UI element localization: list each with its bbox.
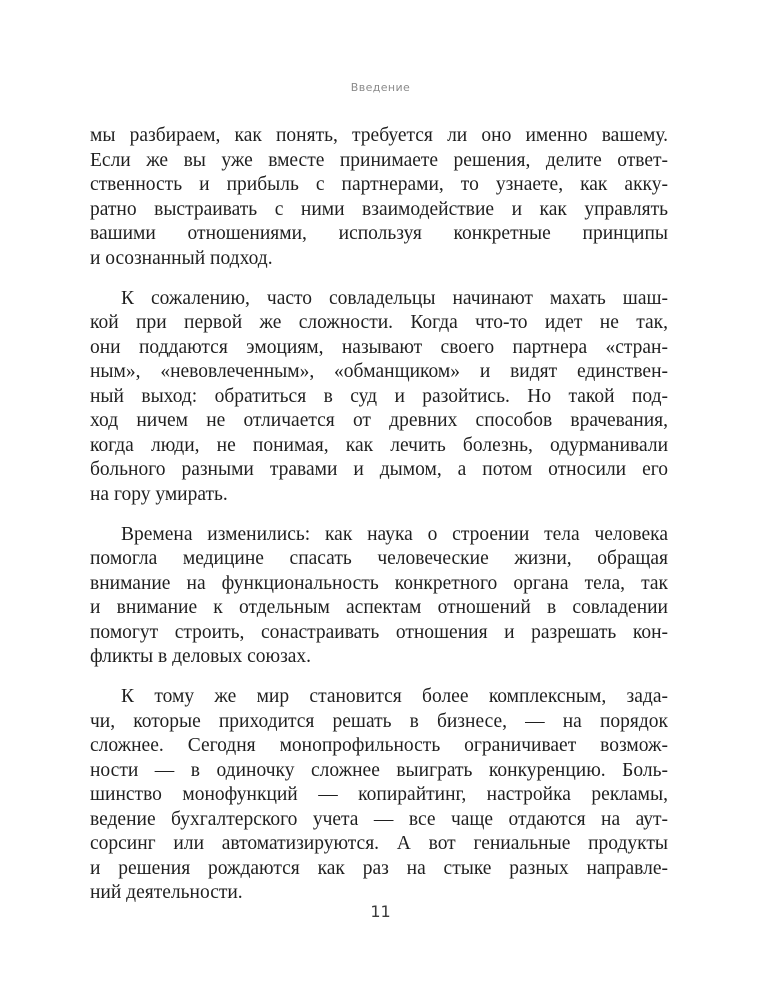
- text-line: шинство монофункций — копирайтинг, настройка рекламы,: [90, 784, 668, 805]
- text-line: больного разными травами и дымом, а потом относили его: [90, 459, 668, 480]
- text-line: фликты в деловых союзах.: [90, 646, 312, 667]
- text-line: сорсинг или автоматизируются. А вот гениальные продукты: [90, 833, 668, 854]
- body-text: [90, 124, 668, 921]
- text-line: ход ничем не отличается от древних способов врачевания,: [90, 410, 668, 431]
- text-line: и решения рождаются как раз на стыке разных направле-: [90, 857, 668, 879]
- paragraph-1: [90, 124, 668, 271]
- text-line: ний деятельности.: [90, 882, 243, 903]
- text-line: ственность и прибыль с партнерами, то узнаете, как акку-: [90, 174, 668, 195]
- text-line: ратно выстраивать с ними взаимодействие и как управлять: [90, 198, 668, 220]
- text-line: на гору умирать.: [90, 483, 228, 505]
- text-line: ным», «невовлеченным», «обманщиком» и видят единствен-: [90, 361, 668, 382]
- text-line: вашими отношениями, используя конкретные принципы: [90, 223, 668, 244]
- text-line: кой при первой же сложности. Когда что-то идет не так,: [90, 312, 668, 333]
- page-number: 11: [370, 902, 391, 921]
- running-head: Введение: [350, 81, 411, 94]
- text-line: К сожалению, часто совладельцы начинают махать шаш-: [121, 287, 668, 309]
- text-line: ведение бухгалтерского учета — все чаще отдаются на аут-: [90, 808, 668, 830]
- text-line: ный выход: обратиться в суд и разойтись. Но такой под-: [90, 385, 668, 407]
- text-line: мы разбираем, как понять, требуется ли оно именно вашему.: [90, 125, 668, 146]
- text-line: чи, которые приходится решать в бизнесе, — на порядок: [90, 710, 668, 732]
- text-line: внимание на функциональность конкретного органа тела, так: [90, 572, 668, 594]
- text-line: помогла медицине спасать человеческие жизни, обращая: [90, 548, 668, 569]
- text-line: К тому же мир становится более комплексным, зада-: [121, 686, 668, 707]
- paragraph-4: [90, 685, 668, 906]
- text-line: ности — в одиночку сложнее выиграть конкуренцию. Боль-: [90, 759, 668, 781]
- text-line: Времена изменились: как наука о строении тела человека: [121, 523, 668, 545]
- text-line: они поддаются эмоциям, называют своего партнера «стран-: [90, 336, 668, 358]
- text-line: и осознанный подход.: [90, 247, 273, 269]
- paragraph-3: [90, 523, 668, 670]
- paragraph-2: [90, 287, 668, 508]
- text-line: помогут строить, сонастраивать отношения и разрешать кон-: [90, 621, 668, 643]
- text-line: и внимание к отдельным аспектам отношений в совладении: [90, 597, 668, 618]
- text-line: когда люди, не понимая, как лечить болезнь, одурманивали: [90, 434, 668, 456]
- text-line: сложнее. Сегодня монопрофильность ограничивает возмож-: [90, 735, 668, 756]
- text-line: Если же вы уже вместе принимаете решения, делите ответ-: [90, 149, 668, 171]
